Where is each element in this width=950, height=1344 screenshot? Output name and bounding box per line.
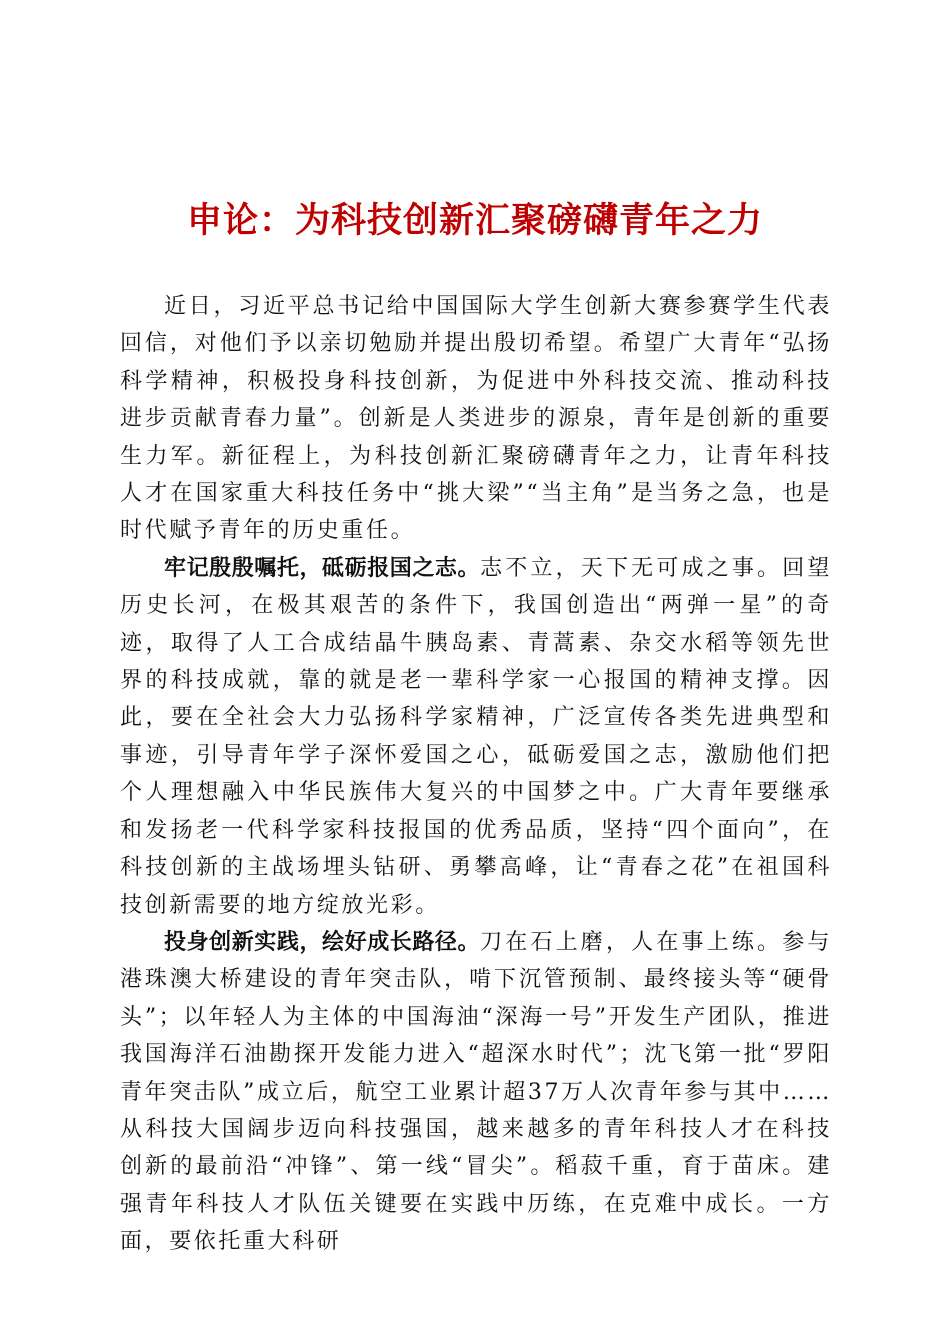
paragraph-3-lead: 投身创新实践，绘好成长路径。 [164,929,481,955]
paragraph-1-text: 近日，习近平总书记给中国国际大学生创新大赛参赛学生代表回信，对他们予以亲切勉励并提出殷切希望。希望广大青年“弘扬科学精神，积极投身科技创新，为促进中外科技交流、推动科技进步贡献青春力量”。创新是人类进步的源泉，青年是创新的重要生力军。新征程上，为科技创新汇聚磅礴青年之力，让青年科技人才在国家重大科技任务中“挑大梁”“当主角”是当务之急，也是时代赋予青年的历史重任。 [120,294,832,544]
paragraph-2-lead: 牢记殷殷嘱托，砥砺报国之志。 [164,555,481,581]
paragraph-2 [120,550,832,924]
paragraph-1 [120,288,832,550]
document-title: 申论：为科技创新汇聚磅礴青年之力 [186,200,763,241]
document-body [120,288,832,1261]
paragraph-3-text: 刀在石上磨，人在事上练。参与港珠澳大桥建设的青年突击队，啃下沉管预制、最终接头等“硬骨头”；以年轻人为主体的中国海油“深海一号”开发生产团队，推进我国海洋石油勘探开发能力进入“超深水时代”；沈飞第一批“罗阳青年突击队”成立后，航空工业累计超37万人次青年参与其中……从科技大国阔步迈向科技强国，越来越多的青年科技人才在科技创新的最前沿“冲锋”、第一线“冒尖”。稻菽千重，育于苗床。建强青年科技人才队伍关键要在实践中历练，在克难中成长。一方面，要依托重大科研 [120,929,832,1255]
paragraph-3 [120,924,832,1261]
paragraph-2-text: 志不立，天下无可成之事。回望历史长河，在极其艰苦的条件下，我国创造出“两弹一星”的奇迹，取得了人工合成结晶牛胰岛素、青蒿素、杂交水稻等领先世界的科技成就，靠的就是老一辈科学家一心报国的精神支撑。因此，要在全社会大力弘扬科学家精神，广泛宣传各类先进典型和事迹，引导青年学子深怀爱国之心，砥砺爱国之志，激励他们把个人理想融入中华民族伟大复兴的中国梦之中。广大青年要继承和发扬老一代科学家科技报国的优秀品质，坚持“四个面向”，在科技创新的主战场埋头钻研、勇攀高峰，让“青春之花”在祖国科技创新需要的地方绽放光彩。 [120,555,832,918]
